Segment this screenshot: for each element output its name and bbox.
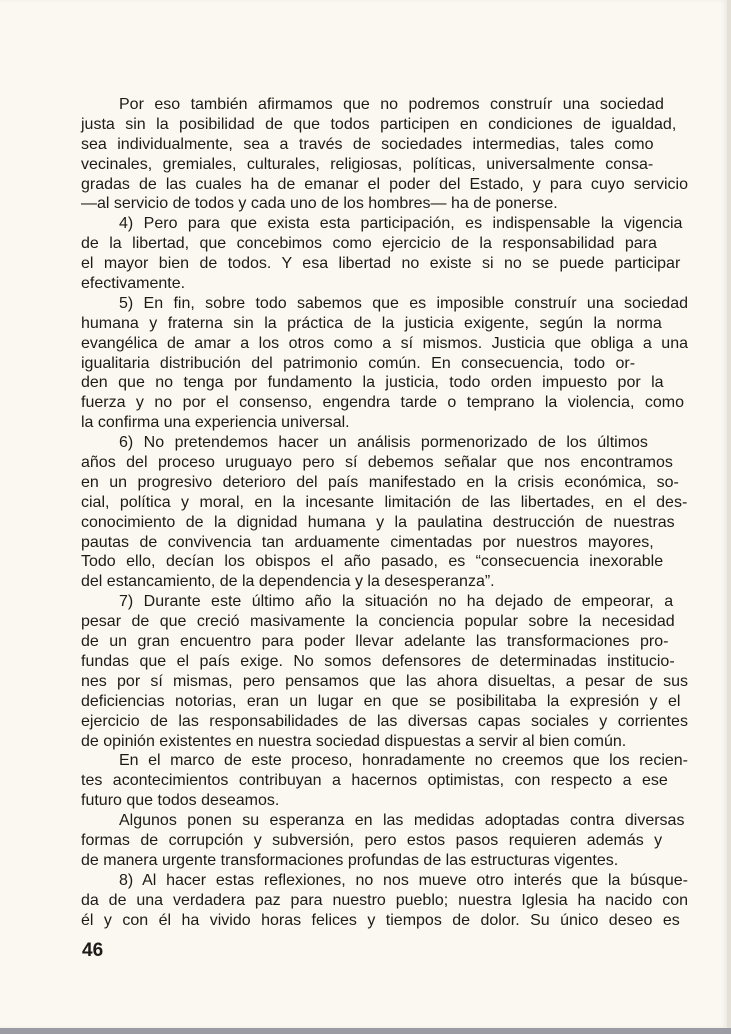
text-line-content: de opinión existentes en nuestra sociedad dispuestas a servir al bien común. — [81, 732, 627, 750]
paragraph-algunos — [81, 811, 688, 871]
text-line-content: Todo ello, decían los obispos el año pasado, es “consecuencia inexorable — [81, 553, 664, 571]
text-line — [81, 851, 688, 871]
text-line — [81, 732, 688, 752]
text-line-content: nes por sí mismas, pero pensamos que las ahora disueltas, a pesar de sus — [81, 672, 688, 690]
paragraph-8 — [81, 871, 688, 931]
text-line-content: da de una verdadera paz para nuestro pueblo; nuestra Iglesia ha nacido con — [81, 891, 688, 909]
paragraph-marco — [81, 751, 688, 811]
body-text — [81, 95, 688, 930]
text-line — [81, 115, 688, 135]
text-line — [81, 572, 688, 592]
scan-bottom-edge — [0, 1028, 731, 1034]
text-line — [81, 871, 688, 891]
text-line — [81, 751, 688, 771]
text-line-content: de un gran encuentro para poder llevar adelante las transformaciones pro- — [81, 633, 669, 651]
page-number: 46 — [82, 940, 104, 961]
page-right-edge — [727, 0, 731, 1028]
text-line — [81, 612, 688, 632]
text-line-content: pesar de que creció masivamente la conciencia popular sobre la necesidad — [81, 613, 675, 631]
text-line-content: fundas que el país exige. No somos defensores de determinadas institucio- — [81, 652, 675, 670]
text-line — [81, 473, 688, 493]
text-line-content: tes acontecimientos contribuyan a hacernos optimistas, con respecto a ese — [81, 772, 668, 790]
text-line — [81, 354, 688, 374]
text-line — [81, 552, 688, 572]
text-line-content: Algunos ponen su esperanza en las medidas adoptadas contra diversas — [119, 812, 685, 830]
text-line — [81, 712, 688, 732]
text-line — [81, 314, 688, 334]
text-line — [81, 274, 688, 294]
text-line — [81, 294, 688, 314]
text-line — [81, 234, 688, 254]
text-line-content: futuro que todos deseamos. — [81, 792, 280, 810]
text-line-content: 8) Al hacer estas reflexiones, no nos mueve otro interés que la búsque- — [119, 871, 688, 889]
paragraph-6 — [81, 433, 688, 592]
text-line-content: —al servicio de todos y cada uno de los hombres— ha de ponerse. — [81, 195, 558, 213]
text-line-content: humana y fraterna sin la práctica de la justicia exigente, según la norma — [81, 314, 662, 332]
text-line-content: del estancamiento, de la dependencia y la desesperanza”. — [81, 573, 495, 591]
text-line-content: formas de corrupción y subversión, pero estos pasos requieren además y — [81, 831, 663, 849]
text-line-content: 7) Durante este último año la situación no ha dejado de empeorar, a — [119, 593, 674, 611]
text-line — [81, 334, 688, 354]
text-line-content: ejercicio de las responsabilidades de las diversas capas sociales y corrientes — [81, 712, 688, 730]
text-line-content: fuerza y no por el consenso, engendra tarde o temprano la violencia, como — [81, 394, 684, 412]
text-line — [81, 831, 688, 851]
text-line — [81, 891, 688, 911]
text-line-content: años del proceso uruguayo pero sí debemos señalar que nos encontramos — [81, 454, 673, 472]
text-line-content: Por eso también afirmamos que no podremos construír una sociedad — [119, 96, 664, 113]
text-line — [81, 771, 688, 791]
text-line-content: 4) Pero para que exista esta participación, es indispensable la vigencia — [119, 215, 683, 233]
text-line — [81, 652, 688, 672]
text-line-content: 5) En fin, sobre todo sabemos que es imposible construír una sociedad — [119, 294, 688, 312]
text-line — [81, 632, 688, 652]
text-line — [81, 194, 688, 214]
paragraph-intro — [81, 95, 688, 214]
text-line — [81, 453, 688, 473]
text-line-content: la confirma una experiencia universal. — [81, 414, 350, 432]
text-line — [81, 393, 688, 413]
paragraph-7 — [81, 592, 688, 751]
text-line — [81, 135, 688, 155]
text-line — [81, 175, 688, 195]
paragraph-5 — [81, 294, 688, 433]
text-line — [81, 254, 688, 274]
text-line — [81, 433, 688, 453]
text-line — [81, 791, 688, 811]
text-line-content: pautas de convivencia tan arduamente cimentadas por nuestros mayores, — [81, 533, 654, 551]
text-line — [81, 214, 688, 234]
text-line — [81, 373, 688, 393]
text-line — [81, 493, 688, 513]
text-line-content: deficiencias notorias, eran un lugar en que se posibilitaba la expresión y el — [81, 692, 681, 710]
text-line-content: cial, política y moral, en la incesante limitación de las libertades, en el des- — [81, 493, 688, 511]
text-line-content: justa sin la posibilidad de que todos participen en condiciones de igualdad, — [81, 115, 677, 133]
text-line-content: evangélica de amar a los otros como a sí mismos. Justicia que obliga a una — [81, 334, 688, 352]
text-line — [81, 513, 688, 533]
text-line-content: vecinales, gremiales, culturales, religiosas, políticas, universalmente consa- — [81, 155, 654, 173]
text-line-content: de la libertad, que concebimos como ejercicio de la responsabilidad para — [81, 235, 657, 253]
text-line — [81, 672, 688, 692]
text-line — [81, 413, 688, 433]
text-line — [81, 95, 688, 115]
text-line-content: efectivamente. — [81, 275, 186, 293]
paragraph-4 — [81, 214, 688, 294]
text-line — [81, 692, 688, 712]
text-line-content: den que no tenga por fundamento la justicia, todo orden impuesto por la — [81, 374, 664, 392]
text-line — [81, 592, 688, 612]
text-line — [81, 155, 688, 175]
text-line — [81, 911, 688, 931]
text-line — [81, 533, 688, 553]
text-line-content: el mayor bien de todos. Y esa libertad no existe si no se puede participar — [81, 255, 681, 273]
text-line-content: él y con él ha vivido horas felices y tiempos de dolor. Su único deseo es — [81, 911, 680, 929]
text-line-content: gradas de las cuales ha de emanar el poder del Estado, y para cuyo servicio — [81, 175, 688, 193]
text-line-content: conocimiento de la dignidad humana y la paulatina destrucción de nuestras — [81, 513, 675, 531]
text-line-content: sea individualmente, sea a través de sociedades intermedias, tales como — [81, 135, 654, 153]
text-line-content: igualitaria distribución del patrimonio común. En consecuencia, todo or- — [81, 354, 636, 372]
text-line-content: de manera urgente transformaciones profundas de las estructuras vigentes. — [81, 851, 619, 869]
text-line-content: En el marco de este proceso, honradamente no creemos que los recien- — [119, 752, 688, 770]
text-line-content: en un progresivo deterioro del país manifestado en la crisis económica, so- — [81, 473, 679, 491]
text-line-content: 6) No pretendemos hacer un análisis pormenorizado de los últimos — [119, 434, 648, 452]
text-line — [81, 811, 688, 831]
